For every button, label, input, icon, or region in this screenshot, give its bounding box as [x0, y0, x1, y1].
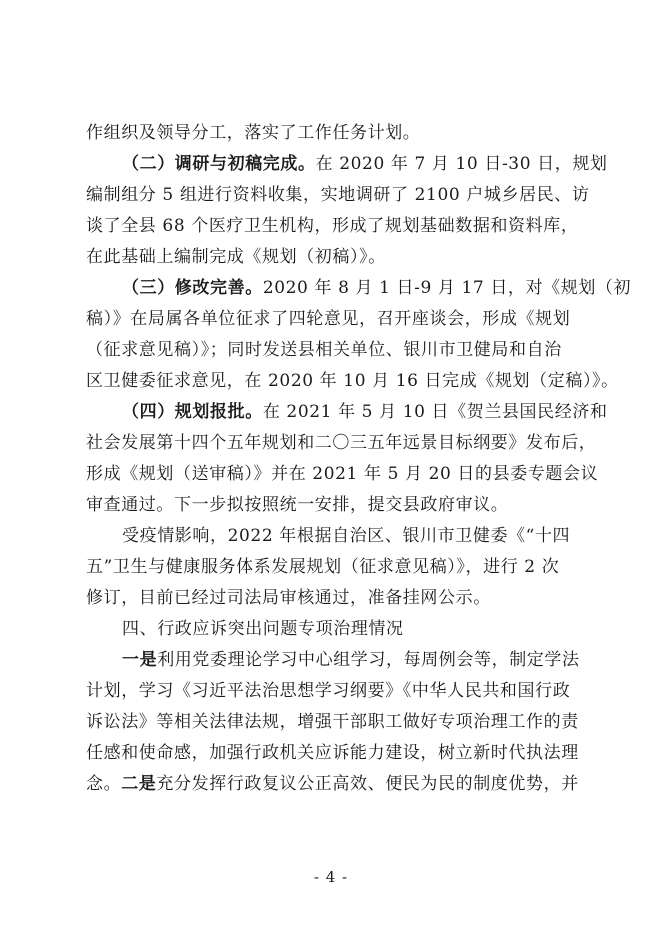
paragraph-line	[86, 459, 599, 490]
paragraph-line	[86, 304, 586, 335]
line-text: （征求意见稿）》；同时发送县相关单位、银川市卫健局和自治	[86, 340, 562, 360]
point-two-label: 二是	[121, 774, 157, 794]
heading-text: 四、行政应诉突出问题专项治理情况	[122, 619, 404, 639]
line-text: 在此基础上编制完成《规划（初稿）》。	[86, 247, 386, 267]
line-text: 形成《规划（送审稿）》并在 2021 年 5 月 20 日的县委专题会议	[86, 464, 599, 484]
line-text: 谈了全县 68 个医疗卫生机构，形成了规划基础数据和资料库，	[86, 216, 579, 236]
line-text: 在 2020 年 7 月 10 日-30 日，规划	[315, 154, 608, 174]
line-text: 编制组分 5 组进行资料收集，实地调研了 2100 户城乡居民、访	[86, 185, 590, 205]
line-text: 念。	[86, 774, 122, 794]
line-text: 作组织及领导分工，落实了工作任务计划。	[86, 123, 421, 143]
document-body	[86, 118, 632, 800]
section-2-heading: （二）调研与初稿完成。	[122, 154, 316, 174]
line-text: 利用党委理论学习中心组学习，每周例会等，制定学法	[157, 650, 580, 670]
section-heading-four	[86, 614, 586, 645]
paragraph-line	[86, 769, 586, 800]
point-one-label: 一是	[122, 650, 158, 670]
paragraph-line	[86, 242, 586, 273]
line-text: 五”卫生与健康服务体系发展规划（征求意见稿）》，进行 2 次	[86, 557, 560, 577]
section-4-heading: （四）规划报批。	[122, 402, 263, 422]
paragraph-line	[86, 118, 586, 149]
paragraph-line	[86, 521, 586, 552]
line-text: 受疫情影响，2022 年根据自治区、银川市卫健委《“十四	[122, 526, 571, 546]
section-4-line	[86, 397, 608, 428]
line-text: 社会发展第十四个五年规划和二〇三五年远景目标纲要》发布后，	[86, 433, 597, 453]
line-text: 2020 年 8 月 1 日-9 月 17 日，对《规划（初	[262, 278, 632, 298]
line-text: 审查通过。下一步拟按照统一安排，提交县政府审议。	[86, 495, 509, 515]
line-text: 在 2021 年 5 月 10 日《贺兰县国民经济和	[262, 402, 608, 422]
paragraph-line	[86, 738, 586, 769]
page-number: - 4 -	[313, 868, 349, 886]
paragraph-line	[86, 366, 619, 397]
paragraph-line	[86, 676, 586, 707]
paragraph-line	[86, 490, 586, 521]
paragraph-line	[86, 211, 586, 242]
line-text: 区卫健委征求意见，在 2020 年 10 月 16 日完成《规划（定稿）》。	[86, 371, 619, 391]
paragraph-line	[86, 428, 597, 459]
line-text: 诉讼法》等相关法律法规，增强干部职工做好专项治理工作的责	[86, 712, 579, 732]
paragraph-line	[86, 335, 586, 366]
paragraph-line	[86, 180, 590, 211]
section-3-line	[86, 273, 632, 304]
section-2-line	[86, 149, 608, 180]
paragraph-line	[86, 645, 586, 676]
line-text: 任感和使命感，加强行政机关应诉能力建设，树立新时代执法理	[86, 743, 579, 763]
line-text: 充分发挥行政复议公正高效、便民为民的制度优势，并	[156, 774, 579, 794]
line-text: 稿）》在局属各单位征求了四轮意见，召开座谈会，形成《规划	[86, 309, 571, 329]
line-text: 修订，目前已经过司法局审核通过，准备挂网公示。	[86, 588, 491, 608]
paragraph-line	[86, 583, 586, 614]
paragraph-line	[86, 707, 586, 738]
section-3-heading: （三）修改完善。	[122, 278, 263, 298]
paragraph-line	[86, 552, 586, 583]
line-text: 计划，学习《习近平法治思想学习纲要》《中华人民共和国行政	[86, 681, 571, 701]
